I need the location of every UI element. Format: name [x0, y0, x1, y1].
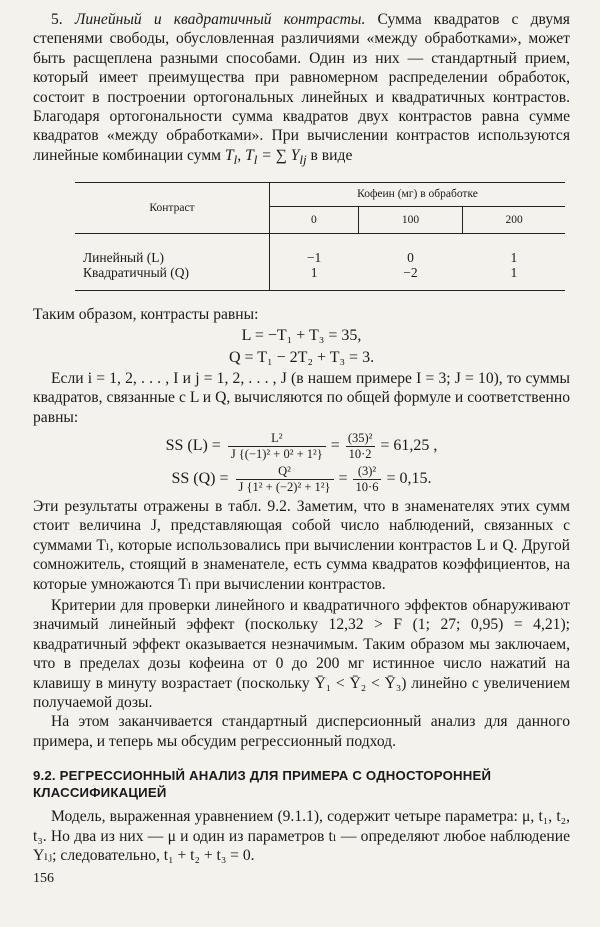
header-dose-0: 0 [270, 207, 359, 234]
cell-linear-0: −1 [306, 250, 322, 266]
ss-L-den2: 10·2 [346, 446, 375, 462]
contrast-table [75, 182, 565, 291]
ss-Q-num2: (3)² [357, 463, 377, 478]
ss-L-num2: (35)² [347, 430, 373, 445]
row-name-linear: Линейный (L) [75, 234, 270, 266]
contrasts-intro: Таким образом, контрасты равны: [33, 306, 259, 324]
ss-Q-formula [33, 464, 570, 495]
section-text: Сумма квадратов с двумя степенями свободы, обусловленная различиями «между обработками», может быть расщеплена разными способами. Один из них — стандартный прием, который имеет преимущества при равномерном распределении обработок, состоит в построении ортогональных линейных и квадратичных контрастов. Благодаря ортогональности сумма квадратов двух контрастов равна сумме квадратов «между обработками». При вычислении контрастов используются линейные комбинации сумм [33, 11, 570, 164]
cell-quadratic-0: 1 [270, 265, 359, 291]
page-number: 156 [33, 871, 54, 887]
section-number: 5. [51, 11, 63, 28]
sum-symbol-T2: , T [237, 146, 254, 164]
section-title: Линейный и квадратичный контрасты. [74, 11, 366, 28]
ss-Q-eq: = [338, 470, 348, 488]
cell-quadratic-100: −2 [358, 265, 463, 291]
criteria-paragraph: Критерии для проверки линейного и квадратичного эффектов обнаруживают значимый линейный эффект (поскольку 12,32 > F (1; 27; 0,95) = 4,21); квадратичный эффект оказывается незначимым. Таким образом мы заключаем, что в пределах дозы кофеина от 0 до 200 мг истинное число нажатий на клавишу в минуту возрастает (поскольку Ȳ₁ < Ȳ₂ < Ȳ₃) линейно с увеличением получаемой дозы. [33, 597, 570, 712]
section-heading-9-2: 9.2. РЕГРЕССИОННЫЙ АНАЛИЗ ДЛЯ ПРИМЕРА С ОДНОСТОРОННЕЙ КЛАССИФИКАЦИЕЙ [33, 768, 492, 801]
ss-Q-label: SS (Q) = [171, 470, 229, 488]
ss-Q-den2: 10·6 [353, 479, 382, 495]
ss-L-fraction-2 [345, 431, 376, 462]
contrast-table-wrapper [75, 182, 565, 291]
header-contrast: Контраст [75, 183, 270, 234]
cell-quadratic-200: 1 [463, 265, 565, 291]
ss-L-fraction-1 [228, 431, 326, 462]
ss-Q-fraction-2 [353, 464, 382, 495]
ss-L-den1: J {(−1)² + 0² + 1²} [228, 446, 326, 462]
model-paragraph: Модель, выраженная уравнением (9.1.1), содержит четыре параметра: μ, t₁, t₂, t₃. Но два из них — μ и один из параметров tₗ — определяют любое наблюдение Yₗⱼ; следовательно, t₁ + t₂ + t₃ = 0. [33, 808, 570, 865]
sum-tail: в виде [306, 146, 353, 164]
sum-expression: = ∑ Y [257, 146, 300, 164]
ss-L-eq: = [330, 437, 340, 455]
ss-Q-den1: J {1² + (−2)² + 1²} [236, 479, 334, 495]
end-paragraph: На этом заканчивается стандартный дисперсионный анализ для данного примера, и теперь мы обсудим регрессионный подход. [33, 713, 570, 750]
cell-linear-100: 0 [407, 250, 414, 266]
sum-subscript-l2: l [253, 151, 258, 167]
header-caffeine-group: Кофеин (мг) в обработке [270, 183, 566, 207]
general-paragraph: Если i = 1, 2, . . . , I и j = 1, 2, . . . , J (в нашем примере I = 3; J = 10), то суммы квадратов, связанные с L и Q, вычисляются по общей формуле и соответственно равны: [33, 369, 570, 426]
row-name-quadratic: Квадратичный (Q) [75, 265, 270, 291]
results-paragraph: Эти результаты отражены в табл. 9.2. Заметим, что в знаменателях этих сумм стоит величина J, представляющая собой число наблюдений, связанных с суммами Tₗ, которые использовались при вычислении контрастов L и Q. Другой сомножитель, стоящий в знаменателе, есть сумма квадратов коэффициентов, на которые умножаются Tₗ при вычислении контрастов. [33, 497, 570, 593]
ss-L-num1: L² [271, 430, 283, 445]
table-row-linear [75, 234, 565, 266]
ss-L-formula [33, 431, 570, 462]
ss-L-result: = 61,25 , [380, 437, 438, 455]
header-dose-200: 200 [463, 207, 565, 234]
formula-Q: Q = T₁ − 2T₂ + T₃ = 3. [228, 348, 375, 366]
sum-subscript-l: l [233, 151, 238, 167]
formula-L: L = −T₁ + T₃ = 35, [241, 326, 362, 344]
ss-Q-fraction-1 [236, 464, 334, 495]
cell-linear-200: 1 [510, 250, 518, 266]
sum-symbol-T: T [224, 146, 234, 164]
table-row-quadratic [75, 265, 565, 291]
ss-L-label: SS (L) = [165, 437, 221, 455]
section-5-paragraph [33, 10, 570, 169]
sum-subscript-lj: lj [299, 151, 307, 167]
ss-formulas [33, 431, 570, 495]
header-dose-100: 100 [358, 207, 463, 234]
ss-Q-num1: Q² [278, 463, 291, 478]
ss-Q-result: = 0,15. [386, 470, 432, 488]
